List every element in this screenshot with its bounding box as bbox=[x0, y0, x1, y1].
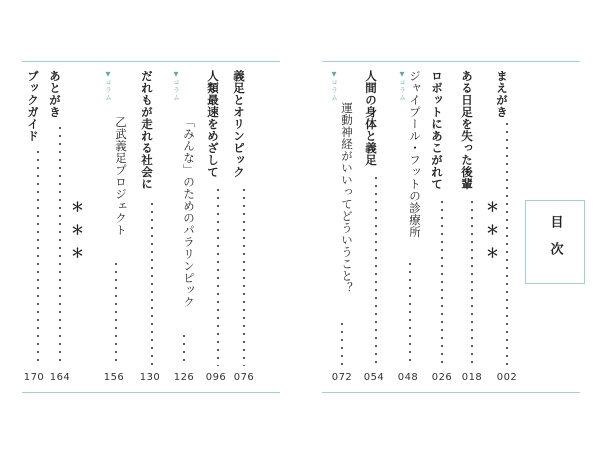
leader-dots bbox=[115, 260, 117, 366]
column-tag: ▼コラム bbox=[330, 70, 338, 102]
leader-dots bbox=[409, 260, 411, 366]
page-number: 156 bbox=[103, 372, 125, 383]
toc-title: 目次 bbox=[547, 215, 563, 269]
toc-right-page bbox=[300, 0, 600, 452]
toc-entry-title: ロボットにあこがれて bbox=[430, 70, 444, 190]
page-number: 076 bbox=[233, 372, 255, 383]
column-tag: ▼コラム bbox=[104, 70, 112, 102]
leader-dots bbox=[217, 186, 219, 366]
toc-entry-title: ある日足を失った後輩 bbox=[460, 70, 474, 190]
page-number: 048 bbox=[397, 372, 419, 383]
toc-entry-title: まえがき bbox=[495, 70, 509, 118]
leader-dots bbox=[441, 198, 443, 366]
toc-entry-chapter5[interactable] bbox=[206, 70, 230, 366]
toc-entry-chapter2[interactable] bbox=[430, 70, 454, 366]
leader-dots bbox=[183, 332, 185, 366]
toc-entry-column2[interactable] bbox=[330, 70, 354, 366]
toc-entry-atogaki[interactable] bbox=[48, 70, 72, 366]
toc-entry-title: 人類最速をめざして bbox=[206, 70, 220, 178]
leader-dots bbox=[59, 124, 61, 366]
page-number: 026 bbox=[431, 372, 453, 383]
top-rule bbox=[322, 61, 580, 62]
toc-entry-title: 運動神経がいいってどういうこと？ bbox=[340, 102, 354, 294]
toc-entry-title: ブックガイド bbox=[26, 70, 40, 142]
toc-entry-title: あとがき bbox=[48, 70, 62, 118]
leader-dots bbox=[151, 200, 153, 366]
toc-entry-title: 乙武義足プロジェクト bbox=[114, 116, 128, 236]
column-tag: ▼コラム bbox=[172, 70, 180, 102]
page-number: 054 bbox=[363, 372, 385, 383]
toc-entry-column1[interactable] bbox=[398, 70, 422, 366]
toc-entry-title: ジャイプール・フットの診療所 bbox=[408, 70, 422, 238]
column-tag: ▼コラム bbox=[398, 70, 406, 102]
page-number: 130 bbox=[139, 372, 161, 383]
page-number: 164 bbox=[49, 372, 71, 383]
page-number: 018 bbox=[461, 372, 483, 383]
page-number: 072 bbox=[331, 372, 353, 383]
page-number: 002 bbox=[496, 372, 518, 383]
toc-entry-chapter4[interactable] bbox=[232, 70, 256, 366]
leader-dots bbox=[375, 174, 377, 366]
bottom-rule bbox=[322, 392, 580, 393]
leader-dots bbox=[506, 120, 508, 366]
toc-entry-column4[interactable] bbox=[104, 70, 128, 366]
toc-entry-bookguide[interactable] bbox=[26, 70, 50, 366]
leader-dots bbox=[341, 320, 343, 366]
section-stars: ＊＊＊ bbox=[68, 200, 83, 269]
leader-dots bbox=[37, 148, 39, 366]
page-number: 126 bbox=[173, 372, 195, 383]
section-stars: ＊＊＊ bbox=[483, 200, 498, 269]
toc-entry-column3[interactable] bbox=[172, 70, 196, 366]
toc-title-box bbox=[525, 200, 585, 284]
toc-entry-title: 「みんな」のためのパラリンピック bbox=[182, 116, 196, 308]
leader-dots bbox=[471, 198, 473, 366]
toc-entry-chapter3[interactable] bbox=[364, 70, 388, 366]
page-number: 170 bbox=[23, 372, 45, 383]
leader-dots bbox=[243, 186, 245, 366]
toc-entry-title: だれもが走れる社会に bbox=[140, 70, 154, 190]
top-rule bbox=[22, 61, 280, 62]
page-number: 096 bbox=[205, 372, 227, 383]
toc-entry-title: 義足とオリンピック bbox=[232, 70, 246, 178]
bottom-rule bbox=[22, 392, 280, 393]
toc-entry-title: 人間の身体と義足 bbox=[364, 70, 378, 166]
toc-entry-chapter6[interactable] bbox=[140, 70, 164, 366]
